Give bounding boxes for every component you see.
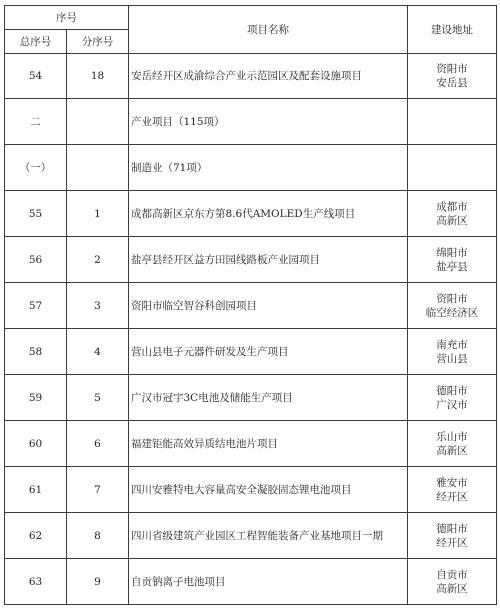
project-name-header: 项目名称 [129,6,408,54]
location-district: 盐亭县 [436,260,468,273]
project-name-cell: 四川安雅特电大容量高安全凝胶固态锂电池项目 [129,467,408,513]
project-name-cell: 资阳市临空智谷科创园项目 [129,283,408,329]
location-district: 经开区 [436,536,468,549]
sub-serial-cell: 18 [67,54,129,99]
sub-serial-cell: 3 [67,283,129,329]
location-cell [408,329,497,375]
sub-serial-cell: 1 [67,191,129,237]
table-row [5,513,497,559]
location-cell [408,559,497,605]
location-district: 临空经济区 [425,306,479,319]
total-serial-cell: 59 [5,375,67,421]
sub-serial-cell: 5 [67,375,129,421]
sub-serial-cell: 9 [67,559,129,605]
location-city: 自贡市 [436,568,468,581]
location-cell [408,513,497,559]
location-cell [408,421,497,467]
location-district: 高新区 [436,582,468,595]
table-row [5,421,497,467]
location-district: 广汉市 [436,398,468,411]
project-table [4,5,497,605]
total-serial-cell: 57 [5,283,67,329]
total-serial-cell: 58 [5,329,67,375]
project-name-cell: 自贡钠离子电池项目 [129,559,408,605]
total-serial-cell: 二 [5,99,67,145]
location-cell [408,467,497,513]
sub-serial-cell: 6 [67,421,129,467]
serial-header: 序号 [5,6,129,30]
table-row [5,375,497,421]
total-serial-cell: （一） [5,145,67,191]
project-name-cell: 盐亭县经开区益方田园线路板产业园项目 [129,237,408,283]
project-name-cell: 营山县电子元器件研发及生产项目 [129,329,408,375]
location-cell [408,283,497,329]
location-district: 营山县 [436,352,468,365]
location-city: 南充市 [436,338,468,351]
total-serial-cell: 62 [5,513,67,559]
sub-serial-cell: 8 [67,513,129,559]
table-row [5,191,497,237]
location-city: 资阳市 [436,63,468,75]
location-district: 高新区 [436,444,468,457]
project-name-cell: 制造业（71项） [129,145,408,191]
sub-serial-cell: 7 [67,467,129,513]
project-name-cell: 安岳经开区成渝综合产业示范园区及配套设施项目 [129,54,408,99]
total-serial-cell: 61 [5,467,67,513]
location-city: 德阳市 [436,522,468,535]
table-row [5,54,497,99]
location-city: 乐山市 [436,430,468,443]
location-city: 绵阳市 [436,246,468,259]
project-name-cell: 产业项目（115项） [129,99,408,145]
total-serial-cell: 54 [5,54,67,99]
sub-serial-cell [67,145,129,191]
location-city: 资阳市 [436,292,468,305]
table-row [5,99,497,145]
sub-serial-header: 分序号 [67,30,129,54]
total-serial-cell: 60 [5,421,67,467]
location-cell [408,237,497,283]
location-district: 高新区 [436,214,468,227]
table-row [5,467,497,513]
table-row [5,283,497,329]
table-row [5,559,497,605]
location-cell [408,145,497,191]
location-district: 安岳县 [436,77,468,89]
location-city: 德阳市 [436,384,468,397]
project-name-cell: 福建钜能高效异质结电池片项目 [129,421,408,467]
project-name-cell: 四川省级建筑产业园区工程智能装备产业基地项目一期 [129,513,408,559]
location-cell [408,54,497,99]
location-cell [408,375,497,421]
total-serial-cell: 63 [5,559,67,605]
total-serial-cell: 56 [5,237,67,283]
location-city: 成都市 [436,200,468,213]
location-cell [408,99,497,145]
location-header: 建设地址 [408,6,497,54]
project-name-cell: 成都高新区京东方第8.6代AMOLED生产线项目 [129,191,408,237]
location-city: 雅安市 [436,476,468,489]
project-name-cell: 广汉市冠宇3C电池及储能生产项目 [129,375,408,421]
table-row [5,145,497,191]
sub-serial-cell: 4 [67,329,129,375]
location-district: 经开区 [436,490,468,503]
sub-serial-cell [67,99,129,145]
table-row [5,237,497,283]
location-cell [408,191,497,237]
total-serial-cell: 55 [5,191,67,237]
total-serial-header: 总序号 [5,30,67,54]
table-row [5,329,497,375]
sub-serial-cell: 2 [67,237,129,283]
